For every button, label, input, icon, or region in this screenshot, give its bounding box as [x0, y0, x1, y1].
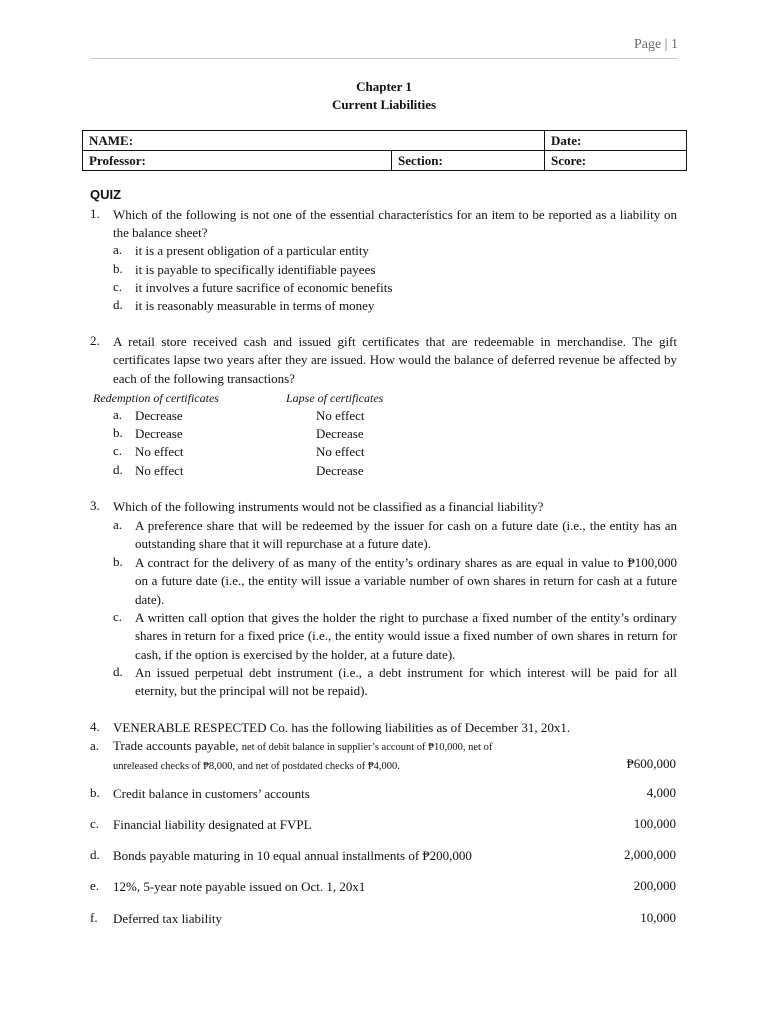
- q4-item-letter: e.: [90, 878, 100, 893]
- q4-item-letter: c.: [90, 816, 100, 831]
- q4-item-a-main: Trade accounts payable,: [113, 738, 239, 753]
- q2-text: A retail store received cash and issued gift certificates that are redeemable in merchandise. The gift certificates lapse two years after they are issued. How would the balance of deferred revenue be affected by each of the following transactions?: [113, 334, 677, 386]
- q4-item-a-amount: ₱600,000: [626, 756, 676, 771]
- q2-option-letter: d.: [113, 462, 123, 477]
- q2-column-header-redemption: Redemption of certificates: [93, 391, 219, 405]
- q3-option-letter: b.: [113, 554, 123, 569]
- q4-item-letter: b.: [90, 785, 100, 800]
- student-info-table: [82, 130, 687, 171]
- q1-text: Which of the following is not one of the essential characteristics for an item to be reported as a liability on the balance sheet?: [113, 207, 677, 241]
- q2-option-lapse: No effect: [316, 408, 365, 423]
- q3-option-letter: d.: [113, 664, 123, 679]
- q2-option-letter: a.: [113, 407, 123, 422]
- q4-item-letter: f.: [90, 910, 98, 925]
- q1-option-letter: b.: [113, 261, 123, 276]
- q2-option-letter: c.: [113, 443, 123, 458]
- q4-text: VENERABLE RESPECTED Co. has the following liabilities as of December 31, 20x1.: [113, 720, 571, 735]
- date-field[interactable]: Date:: [545, 131, 687, 151]
- q2-option-lapse: Decrease: [316, 426, 364, 441]
- q2-option-redemption: No effect: [135, 444, 184, 459]
- q2-option-lapse: Decrease: [316, 463, 364, 478]
- q2-option-redemption: Decrease: [135, 426, 183, 441]
- quiz-heading: QUIZ: [90, 187, 122, 202]
- q2-option-redemption: No effect: [135, 463, 184, 478]
- q4-item-text: Financial liability designated at FVPL: [113, 817, 312, 832]
- q4-item-letter: a.: [90, 738, 100, 753]
- q3-option-text: An issued perpetual debt instrument (i.e., a debt instrument for which interest will be paid for all eternity, but the principal will not be repaid).: [135, 665, 677, 699]
- q3-option-letter: a.: [113, 517, 123, 532]
- q4-number: 4.: [90, 719, 100, 734]
- q3-option-text: A preference share that will be redeemed by the issuer for cash on a future date (i.e., the entity has an outstanding share that it will repurchase at a future date).: [135, 518, 677, 552]
- page-number: Page | 1: [633, 37, 678, 52]
- name-field[interactable]: NAME:: [83, 131, 545, 151]
- q2-option-letter: b.: [113, 425, 123, 440]
- q2-option-lapse: No effect: [316, 444, 365, 459]
- q4-item-a-description: [113, 737, 583, 775]
- q4-item-text: 12%, 5-year note payable issued on Oct. 1, 20x1: [113, 879, 366, 894]
- q1-option-letter: c.: [113, 279, 123, 294]
- q4-item-amount: 2,000,000: [624, 847, 676, 862]
- q3-text: Which of the following instruments would not be classified as a financial liability?: [113, 499, 544, 514]
- q1-option-letter: a.: [113, 242, 123, 257]
- q4-item-letter: d.: [90, 847, 100, 862]
- q1-number: 1.: [90, 206, 100, 221]
- section-field[interactable]: Section:: [392, 151, 545, 171]
- q2-option-redemption: Decrease: [135, 408, 183, 423]
- score-field[interactable]: Score:: [545, 151, 687, 171]
- q2-number: 2.: [90, 333, 100, 348]
- chapter-title: Chapter 1: [356, 79, 412, 94]
- q1-option-text: it is reasonably measurable in terms of money: [135, 298, 375, 313]
- q4-item-a-note1: net of debit balance in supplier’s account of ₱10,000, net of: [241, 742, 493, 753]
- q4-item-amount: 100,000: [633, 816, 676, 831]
- q4-item-amount: 200,000: [633, 878, 676, 893]
- q4-item-amount: 4,000: [646, 785, 676, 800]
- q1-option-text: it is payable to specifically identifiable payees: [135, 262, 376, 277]
- q3-option-text: A contract for the delivery of as many of the entity’s ordinary shares as are equal in value to ₱100,000 on a future date (i.e., the entity will issue a variable number of own shares in return for cash at a future date).: [135, 555, 677, 607]
- professor-field[interactable]: Professor:: [83, 151, 392, 171]
- q4-item-text: Deferred tax liability: [113, 911, 223, 926]
- q2-column-header-lapse: Lapse of certificates: [286, 391, 384, 405]
- q4-item-text: Credit balance in customers’ accounts: [113, 786, 310, 801]
- page-header: [90, 36, 678, 59]
- q1-option-letter: d.: [113, 297, 123, 312]
- q3-number: 3.: [90, 498, 100, 513]
- q1-option-text: it is a present obligation of a particular entity: [135, 243, 369, 258]
- q1-option-text: it involves a future sacrifice of economic benefits: [135, 280, 393, 295]
- q4-item-text: Bonds payable maturing in 10 equal annual installments of ₱200,000: [113, 848, 472, 863]
- q3-option-text: A written call option that gives the holder the right to purchase a fixed number of the entity’s ordinary shares in return for a fixed price (i.e., the entity would issue a fixed number of own shares in return for cash, if the option is exercised by the holder, at a future date).: [135, 610, 677, 662]
- chapter-subject: Current Liabilities: [331, 97, 437, 112]
- q4-item-a-note2: unreleased checks of ₱8,000, and net of postdated checks of ₱4,000.: [113, 761, 400, 772]
- q4-item-amount: 10,000: [640, 910, 676, 925]
- q3-option-letter: c.: [113, 609, 123, 624]
